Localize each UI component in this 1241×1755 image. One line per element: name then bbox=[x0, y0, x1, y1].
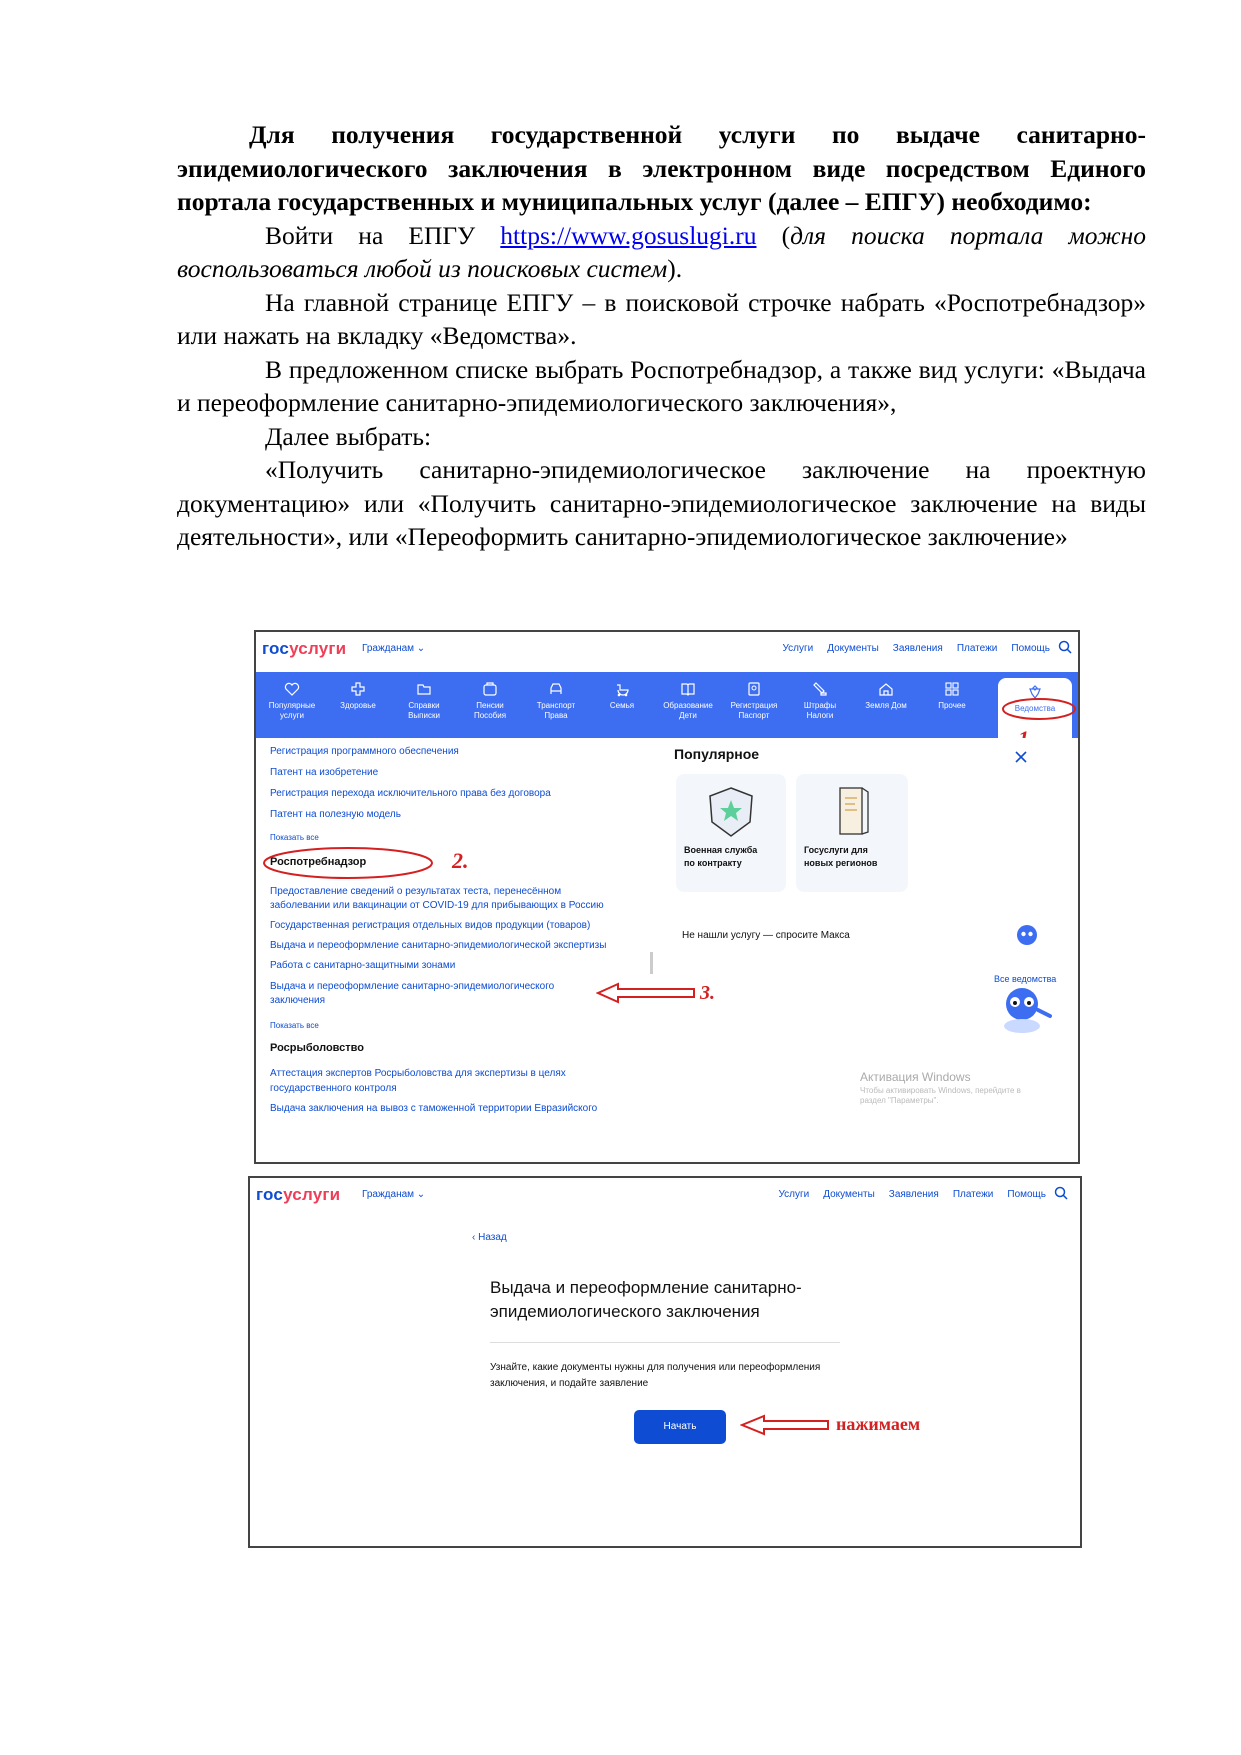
nav-help[interactable]: Помощь bbox=[1011, 643, 1050, 654]
category-certificates[interactable] bbox=[391, 672, 457, 738]
service-description bbox=[490, 1360, 820, 1392]
category-label: услуги bbox=[280, 711, 304, 720]
category-family[interactable] bbox=[589, 672, 655, 738]
service-link[interactable]: Предоставление сведений о результатах теста, перенесённом bbox=[270, 886, 562, 897]
category-health[interactable] bbox=[325, 672, 391, 738]
category-label: Штрафы bbox=[803, 701, 837, 710]
group-rospotrebnadzor: Роспотребнадзор bbox=[270, 856, 367, 868]
portal-header bbox=[250, 1178, 1080, 1218]
category-label: Ведомства bbox=[1014, 704, 1056, 713]
service-link[interactable]: заболевании или вакцинации от COVID-19 для прибывающих в Россию bbox=[270, 900, 604, 911]
category-label: Популярные bbox=[268, 701, 316, 710]
plus-icon bbox=[350, 681, 366, 697]
category-registration[interactable] bbox=[721, 672, 787, 738]
popular-card-military[interactable] bbox=[676, 774, 786, 892]
agencies-panel bbox=[256, 738, 1078, 1162]
category-popular[interactable] bbox=[259, 672, 325, 738]
category-label: Пособия bbox=[473, 711, 507, 720]
annotation-ellipse-rospotrebnadzor bbox=[260, 844, 436, 882]
card-label-line: по контракту bbox=[684, 858, 742, 868]
category-label: Транспорт bbox=[536, 701, 576, 710]
doc-paragraph-search: На главной странице ЕПГУ – в поисковой строчке набрать «Роспотребнадзор» или нажать на вкладку «Ведомства». bbox=[177, 287, 1146, 350]
service-link[interactable]: государственного контроля bbox=[270, 1083, 397, 1094]
nav-documents[interactable]: Документы bbox=[823, 1189, 875, 1200]
service-link[interactable]: Регистрация программного обеспечения bbox=[270, 746, 459, 757]
windows-activation-line: раздел "Параметры". bbox=[860, 1096, 939, 1105]
service-description-line: заключения, и подайте заявление bbox=[490, 1378, 649, 1389]
citizens-dropdown[interactable]: Гражданам ⌄ bbox=[362, 643, 426, 654]
gosuslugi-logo[interactable] bbox=[262, 639, 346, 659]
service-link[interactable]: Выдача и переоформление санитарно-эпидемиологической экспертизы bbox=[270, 940, 607, 951]
annotation-ellipse-agencies bbox=[1000, 696, 1078, 722]
category-education[interactable] bbox=[655, 672, 721, 738]
card-label bbox=[684, 844, 757, 870]
nav-services[interactable]: Услуги bbox=[778, 1189, 810, 1200]
portal-header bbox=[256, 632, 1078, 672]
nav-payments[interactable]: Платежи bbox=[956, 643, 998, 654]
doc-paragraph-next: Далее выбрать: bbox=[265, 421, 432, 451]
popular-title: Популярное bbox=[674, 746, 760, 762]
service-link[interactable]: Регистрация перехода исключительного права без договора bbox=[270, 788, 551, 799]
wallet-icon bbox=[482, 681, 498, 697]
shield-icon bbox=[708, 786, 754, 838]
robot-assistant-icon[interactable] bbox=[1016, 924, 1038, 950]
category-label: Земля Дом bbox=[865, 701, 907, 710]
nav-payments[interactable]: Платежи bbox=[952, 1189, 994, 1200]
logo-part-gos: гос bbox=[256, 1185, 284, 1204]
doc-p1-open: ( bbox=[756, 220, 791, 250]
category-transport[interactable] bbox=[523, 672, 589, 738]
top-nav bbox=[778, 1189, 1046, 1200]
category-label: Выписки bbox=[408, 711, 440, 720]
category-label: Права bbox=[544, 711, 568, 720]
logo-part-gos: гос bbox=[262, 639, 290, 658]
service-title-line: эпидемиологического заключения bbox=[490, 1302, 760, 1321]
category-label: Семья bbox=[609, 701, 635, 710]
category-label: Налоги bbox=[806, 711, 834, 720]
passport-icon bbox=[746, 681, 762, 697]
doc-p1-start: Войти на ЕПГУ bbox=[265, 220, 501, 250]
service-description-line: Узнайте, какие документы нужны для получения или переоформления bbox=[490, 1362, 821, 1373]
robot-mascot-icon bbox=[1000, 984, 1058, 1036]
category-other[interactable] bbox=[919, 672, 985, 738]
doc-paragraph-select: В предложенном списке выбрать Роспотребнадзор, а также вид услуги: «Выдача и переоформление санитарно-эпидемиологического заключения», bbox=[177, 354, 1146, 417]
fine-icon bbox=[812, 681, 828, 697]
screenshot-service-page bbox=[248, 1176, 1082, 1548]
show-all-link[interactable]: Показать все bbox=[270, 1021, 319, 1030]
service-link-target[interactable]: заключения bbox=[270, 995, 326, 1006]
start-button[interactable]: Начать bbox=[634, 1410, 726, 1444]
ask-max-text: Не нашли услугу — спросите Макса bbox=[682, 930, 850, 941]
service-link[interactable]: Аттестация экспертов Росрыболовства для экспертизы в целях bbox=[270, 1068, 566, 1079]
screenshot-agencies bbox=[254, 630, 1080, 1164]
back-link[interactable]: ‹ Назад bbox=[472, 1232, 507, 1243]
nav-applications[interactable]: Заявления bbox=[888, 1189, 939, 1200]
doc-heading: Для получения государственной услуги по выдаче санитарно-эпидемиологического заключения в электронном виде посредством Единого портала государственных и муниципальных услуг (далее – ЕПГУ) необходимо: bbox=[177, 120, 1146, 216]
service-link[interactable]: Выдача заключения на вывоз с таможенной территории Евразийского bbox=[270, 1103, 598, 1114]
annotation-arrow-press bbox=[740, 1414, 832, 1436]
search-icon[interactable] bbox=[1054, 1186, 1068, 1200]
doc-paragraph-login bbox=[177, 219, 1146, 286]
logo-part-uslugi: услуги bbox=[289, 639, 347, 658]
popular-card-new-regions[interactable] bbox=[796, 774, 908, 892]
category-label: Здоровье bbox=[340, 701, 376, 710]
doc-p1-italic: для поиска портала можно воспользоваться любой из поисковых систем bbox=[177, 220, 1147, 283]
category-label: Прочее bbox=[938, 701, 966, 710]
category-label: Образование bbox=[663, 701, 713, 710]
windows-activation-line: Чтобы активировать Windows, перейдите в bbox=[860, 1086, 1021, 1095]
annotation-step-2: 2. bbox=[452, 848, 469, 873]
book-icon bbox=[680, 681, 696, 697]
document-body bbox=[177, 118, 1146, 554]
service-title bbox=[490, 1276, 802, 1324]
show-all-link[interactable]: Показать все bbox=[270, 833, 319, 842]
card-label bbox=[804, 844, 877, 870]
category-label: Справки bbox=[408, 701, 440, 710]
category-label: Паспорт bbox=[738, 711, 770, 720]
category-bar bbox=[256, 672, 1078, 738]
category-fines[interactable] bbox=[787, 672, 853, 738]
car-icon bbox=[548, 681, 564, 697]
gosuslugi-logo[interactable] bbox=[256, 1185, 340, 1205]
gosuslugi-link[interactable]: https://www.gosuslugi.ru bbox=[500, 220, 757, 250]
grid-icon bbox=[944, 681, 960, 697]
windows-activation-title: Активация Windows bbox=[860, 1070, 971, 1084]
citizens-dropdown[interactable]: Гражданам ⌄ bbox=[362, 1189, 426, 1200]
group-rosrybolovstvo: Росрыболовство bbox=[270, 1042, 364, 1054]
nav-applications[interactable]: Заявления bbox=[892, 643, 943, 654]
annotation-step-3: 3. bbox=[700, 982, 715, 1004]
door-icon bbox=[836, 784, 870, 840]
service-link-target[interactable]: Выдача и переоформление санитарно-эпидемиологического bbox=[270, 981, 555, 992]
scrollbar-thumb[interactable] bbox=[650, 952, 653, 974]
card-label-line: новых регионов bbox=[804, 858, 878, 868]
card-label-line: Военная служба bbox=[684, 845, 758, 855]
category-land-house[interactable] bbox=[853, 672, 919, 738]
nav-documents[interactable]: Документы bbox=[827, 643, 879, 654]
service-link[interactable]: Государственная регистрация отдельных видов продукции (товаров) bbox=[270, 920, 591, 931]
doc-paragraph-choose: «Получить санитарно-эпидемиологическое заключение на проектную документацию» или «Получить санитарно-эпидемиологическое заключение на виды деятельности», или «Переоформить санитарно-эпидемиологическое заключение» bbox=[177, 455, 1146, 551]
annotation-press: нажимаем bbox=[836, 1414, 921, 1434]
category-pensions[interactable] bbox=[457, 672, 523, 738]
folder-icon bbox=[416, 681, 432, 697]
search-icon[interactable] bbox=[1058, 640, 1072, 654]
service-title-line: Выдача и переоформление санитарно- bbox=[490, 1278, 802, 1297]
stroller-icon bbox=[614, 681, 630, 697]
service-link[interactable]: Патент на полезную модель bbox=[270, 809, 401, 820]
doc-p1-close: ). bbox=[667, 254, 683, 283]
house-icon bbox=[878, 681, 894, 697]
annotation-arrow-3 bbox=[596, 982, 698, 1004]
logo-part-uslugi: услуги bbox=[283, 1185, 341, 1204]
nav-services[interactable]: Услуги bbox=[782, 643, 814, 654]
category-label: Регистрация bbox=[730, 701, 778, 710]
top-nav bbox=[782, 643, 1050, 654]
close-icon[interactable] bbox=[1014, 750, 1028, 764]
card-label-line: Госуслуги для bbox=[804, 845, 868, 855]
nav-help[interactable]: Помощь bbox=[1007, 1189, 1046, 1200]
category-label: Пенсии bbox=[476, 701, 504, 710]
windows-activation-hint bbox=[860, 1086, 1021, 1106]
service-link[interactable]: Патент на изобретение bbox=[270, 767, 379, 778]
divider bbox=[490, 1342, 840, 1343]
service-link[interactable]: Работа с санитарно-защитными зонами bbox=[270, 960, 456, 971]
all-agencies-link[interactable]: Все ведомства bbox=[994, 974, 1057, 984]
heart-icon bbox=[284, 681, 300, 697]
category-label: Дети bbox=[679, 711, 697, 720]
